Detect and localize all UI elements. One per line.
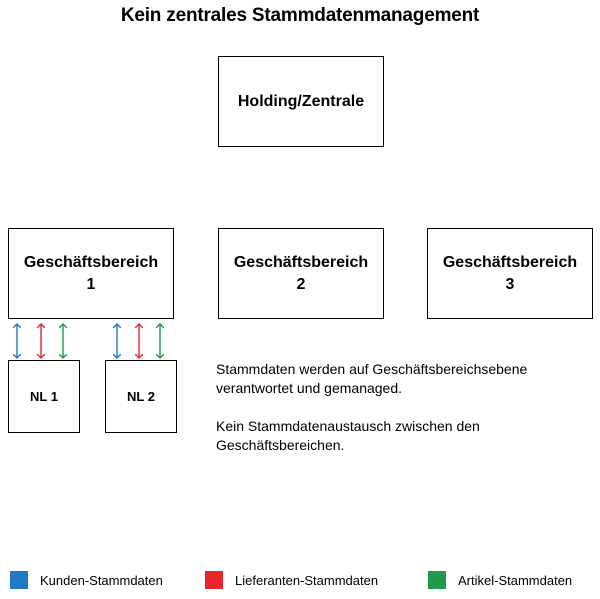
legend-article bbox=[428, 571, 572, 589]
legend-supplier bbox=[205, 571, 378, 589]
business-unit-3-number: 3 bbox=[505, 275, 515, 293]
legend-customer-swatch bbox=[10, 571, 28, 589]
business-unit-1-label: Geschäftsbereich bbox=[23, 253, 159, 271]
legend-supplier-swatch bbox=[205, 571, 223, 589]
legend-customer bbox=[10, 571, 163, 589]
description-paragraph-1: Stammdaten werden auf Geschäftsbereichsebene verantwortet und gemanaged. bbox=[216, 361, 528, 396]
legend-article-label: Artikel-Stammdaten bbox=[458, 572, 573, 588]
description-text bbox=[216, 360, 596, 474]
branch-2-label: NL 2 bbox=[127, 389, 155, 404]
branch-1-label: NL 1 bbox=[30, 389, 58, 404]
business-unit-3-label: Geschäftsbereich bbox=[442, 253, 578, 271]
business-unit-2-number: 2 bbox=[296, 275, 306, 293]
description-paragraph-2: Kein Stammdatenaustausch zwischen den Geschäftsbereichen. bbox=[216, 418, 480, 453]
holding-label: Holding/Zentrale bbox=[237, 92, 365, 110]
business-unit-1-number: 1 bbox=[86, 275, 96, 293]
business-unit-2-label: Geschäftsbereich bbox=[233, 253, 369, 271]
legend-article-swatch bbox=[428, 571, 446, 589]
legend-supplier-label: Lieferanten-Stammdaten bbox=[235, 572, 379, 588]
legend-customer-label: Kunden-Stammdaten bbox=[40, 572, 163, 588]
diagram-title: Kein zentrales Stammdatenmanagement bbox=[120, 5, 480, 26]
